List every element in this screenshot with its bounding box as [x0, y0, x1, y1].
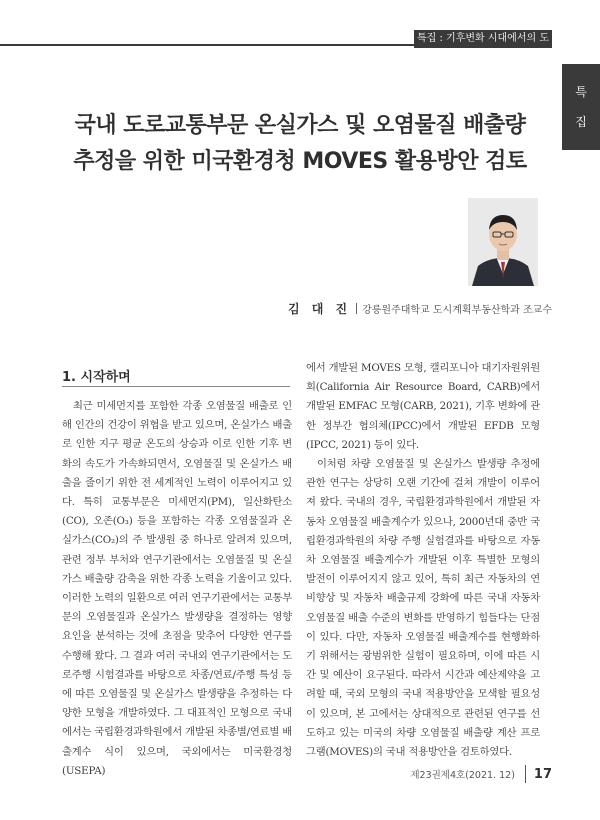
side-tab-char-2: 집 — [575, 115, 587, 129]
body-paragraph: 최근 미세먼지를 포함한 각종 오염물질 배출로 인해 인간의 건강이 위협을 받고 있으며, 온실가스 배출로 인한 지구 평균 온도의 상승과 이로 인한 기후 변화의 속도가 가속화되면서, 오염물질 및 온실가스 배출을 줄이기 위한 전 세계적인 노력이 이루어지고 있다. 특히 교통부문은 미세먼지(PM), 일산화탄소(CO), 오존(O₃) 등을 포함하는 각종 오염물질과 온실가스(CO₂)의 주 발생원 중 하나로 알려져 있으며, 관련 정부 부처와 연구기관에서는 오염물질 및 온실가스 배출량 감축을 위한 각종 노력을 기울이고 있다. 이러한 노력의 일환으로 여러 연구기관에서는 교통부문의 오염물질과 온실가스 발생량을 결정하는 영향 요인을 분석하는 것에 초점을 맞추어 다양한 연구를 수행해 왔다. 그 결과 여러 국내외 연구기관에서는 도로주행 시험결과를 바탕으로 차종/연료/주행 특성 등에 따른 오염물질 및 온실가스 발생량을 추정하는 다양한 모형을 개발하였다. 그 대표적인 모형으로 국내에서는 국립환경과학원에서 개발된 차종별/연료별 배출계수 식이 있으며, 국외에서는 미국환경청(USEPA) — [62, 400, 292, 777]
article-title-line-2: 추정을 위한 미국환경청 MOVES 활용방안 검토 — [73, 149, 527, 174]
author-name: 김 대 진 — [287, 302, 352, 316]
article-title-line-1: 국내 도로교통부문 온실가스 및 오염물질 배출량 — [74, 113, 526, 138]
side-tab-char-1: 특 — [575, 85, 587, 99]
issue-info: 제23권제4호(2021. 12) — [410, 770, 515, 781]
author-photo — [468, 198, 538, 286]
page-footer — [0, 765, 552, 783]
body-column-right — [306, 359, 540, 762]
section-heading: 1. 시작하며 — [62, 370, 131, 385]
page-number: 17 — [533, 767, 552, 782]
body-column-left — [62, 397, 292, 781]
body-paragraph: 에서 개발된 MOVES 모형, 캘리포니아 대기자원위원회(California Air Resource Board, CARB)에서 개발된 EMFAC 모형(CARB, 2021), 기후 변화에 관한 정부간 협의체(IPCC)에서 개발된 EFDB 모형(IPCC, 2021) 등이 있다. — [306, 362, 540, 451]
section-header: 특집 : 기후변화 시대에서의 도로 — [414, 30, 552, 48]
author-line — [0, 300, 552, 317]
section-heading-rule — [62, 386, 290, 387]
author-affiliation: 강릉원주대학교 도시계획부동산학과 조교수 — [362, 305, 552, 316]
body-paragraph: 이처럼 차량 오염물질 및 온실가스 발생량 추정에 관한 연구는 상당히 오랜 기간에 걸쳐 개발이 이루어져 왔다. 국내의 경우, 국립환경과학원에서 개발된 자동차 오염물질 배출계수가 있으나, 2000년대 중반 국립환경과학원의 차량 주행 실험결과를 바탕으로 자동차 오염물질 배출계수가 개발된 이후 특별한 모형의 발전이 이루어지지 않고 있어, 특히 최근 자동차의 연비향상 및 자동차 배출규제 강화에 따른 국내 자동차 오염물질 배출 수준의 변화를 반영하기 힘들다는 단점이 있다. 다만, 자동차 오염물질 배출계수를 현행화하기 위해서는 광범위한 실험이 필요하며, 이에 따른 시간 및 예산이 요구된다. 따라서 시간과 예산제약을 고려할 때, 국외 모형의 국내 적용방안을 모색할 필요성이 있으며, 본 고에서는 상대적으로 관련된 연구를 선도하고 있는 미국의 차량 오염물질 배출량 계산 프로그램(MOVES)의 국내 적용방안을 검토하였다. — [306, 458, 540, 759]
footer-divider — [525, 765, 526, 783]
author-divider — [356, 303, 357, 314]
